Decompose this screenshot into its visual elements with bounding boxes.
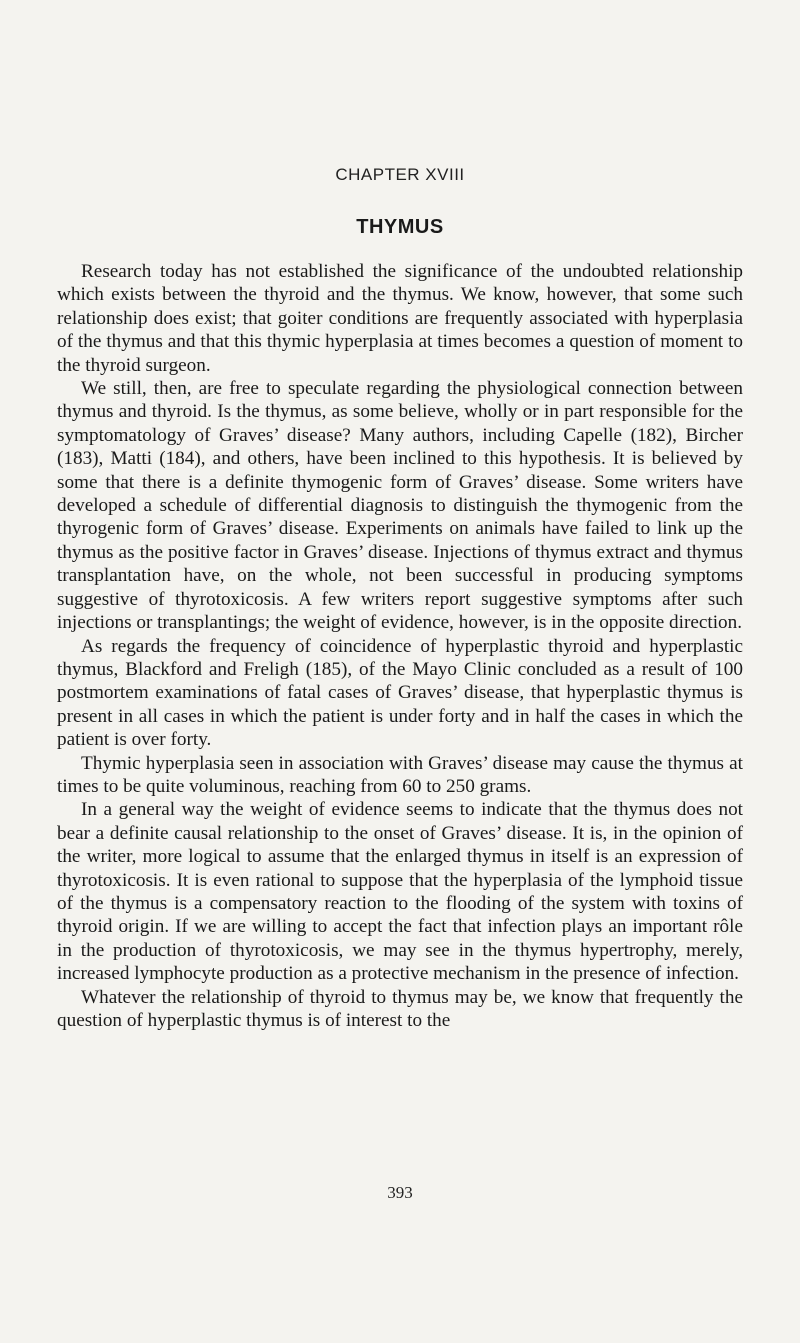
paragraph: We still, then, are free to speculate regarding the physiological connection between thymus and thyroid. Is the thymus, as some believe, wholly or in part responsible for the symptomatology of Graves’ disease? Many authors, including Capelle (182), Bircher (183), Matti (184), and others, have been inclined to this hypothesis. It is believed by some that there is a definite thymogenic form of Graves’ disease. Some writers have developed a schedule of differential diagnosis to distinguish the thymogenic from the thyrogenic form of Graves’ disease. Experiments on animals have failed to link up the thymus as the positive factor in Graves’ disease. Injections of thymus extract and thymus transplantation have, on the whole, not been successful in producing symptoms suggestive of thyrotoxicosis. A few writers report suggestive symptoms after such injections or transplantings; the weight of evidence, however, is in the opposite direction. [57,378,743,634]
paragraph: Research today has not established the significance of the undoubted relationship which exists between the thyroid and the thymus. We know, however, that some such relationship does exist; that goiter conditions are frequently associated with hyperplasia of the thymus and that this thymic hyperplasia at times becomes a question of moment to the thyroid surgeon. [57,261,743,376]
page-number: 393 [387,1183,413,1202]
chapter-heading: CHAPTER XVIII [335,165,465,184]
paragraph: Thymic hyperplasia seen in association with Graves’ disease may cause the thymus at times to be quite voluminous, reaching from 60 to 250 grams. [57,752,743,797]
body-text [57,260,743,1032]
paragraph: As regards the frequency of coincidence of hyperplastic thyroid and hyperplastic thymus, Blackford and Freligh (185), of the Mayo Clinic concluded as a result of 100 postmortem examinations of fatal cases of Graves’ disease, that hyperplastic thymus is present in all cases in which the patient is under forty and in half the cases in which the patient is over forty. [57,635,743,751]
paragraph: In a general way the weight of evidence seems to indicate that the thymus does not bear a definite causal relationship to the onset of Graves’ disease. It is, in the opinion of the writer, more logical to assume that the enlarged thymus in itself is an expression of thyrotoxicosis. It is even rational to suppose that the hyperplasia of the lymphoid tissue of the thymus is a compensatory reaction to the flooding of the system with toxins of thyroid origin. If we are willing to accept the fact that infection plays an important rôle in the production of thyrotoxicosis, we may see in the thymus hypertrophy, merely, increased lymphocyte production as a protective mechanism in the presence of infection. [57,799,743,985]
chapter-title: THYMUS [356,216,444,238]
paragraph: Whatever the relationship of thyroid to thymus may be, we know that frequently the question of hyperplastic thymus is of interest to the [57,986,743,1031]
